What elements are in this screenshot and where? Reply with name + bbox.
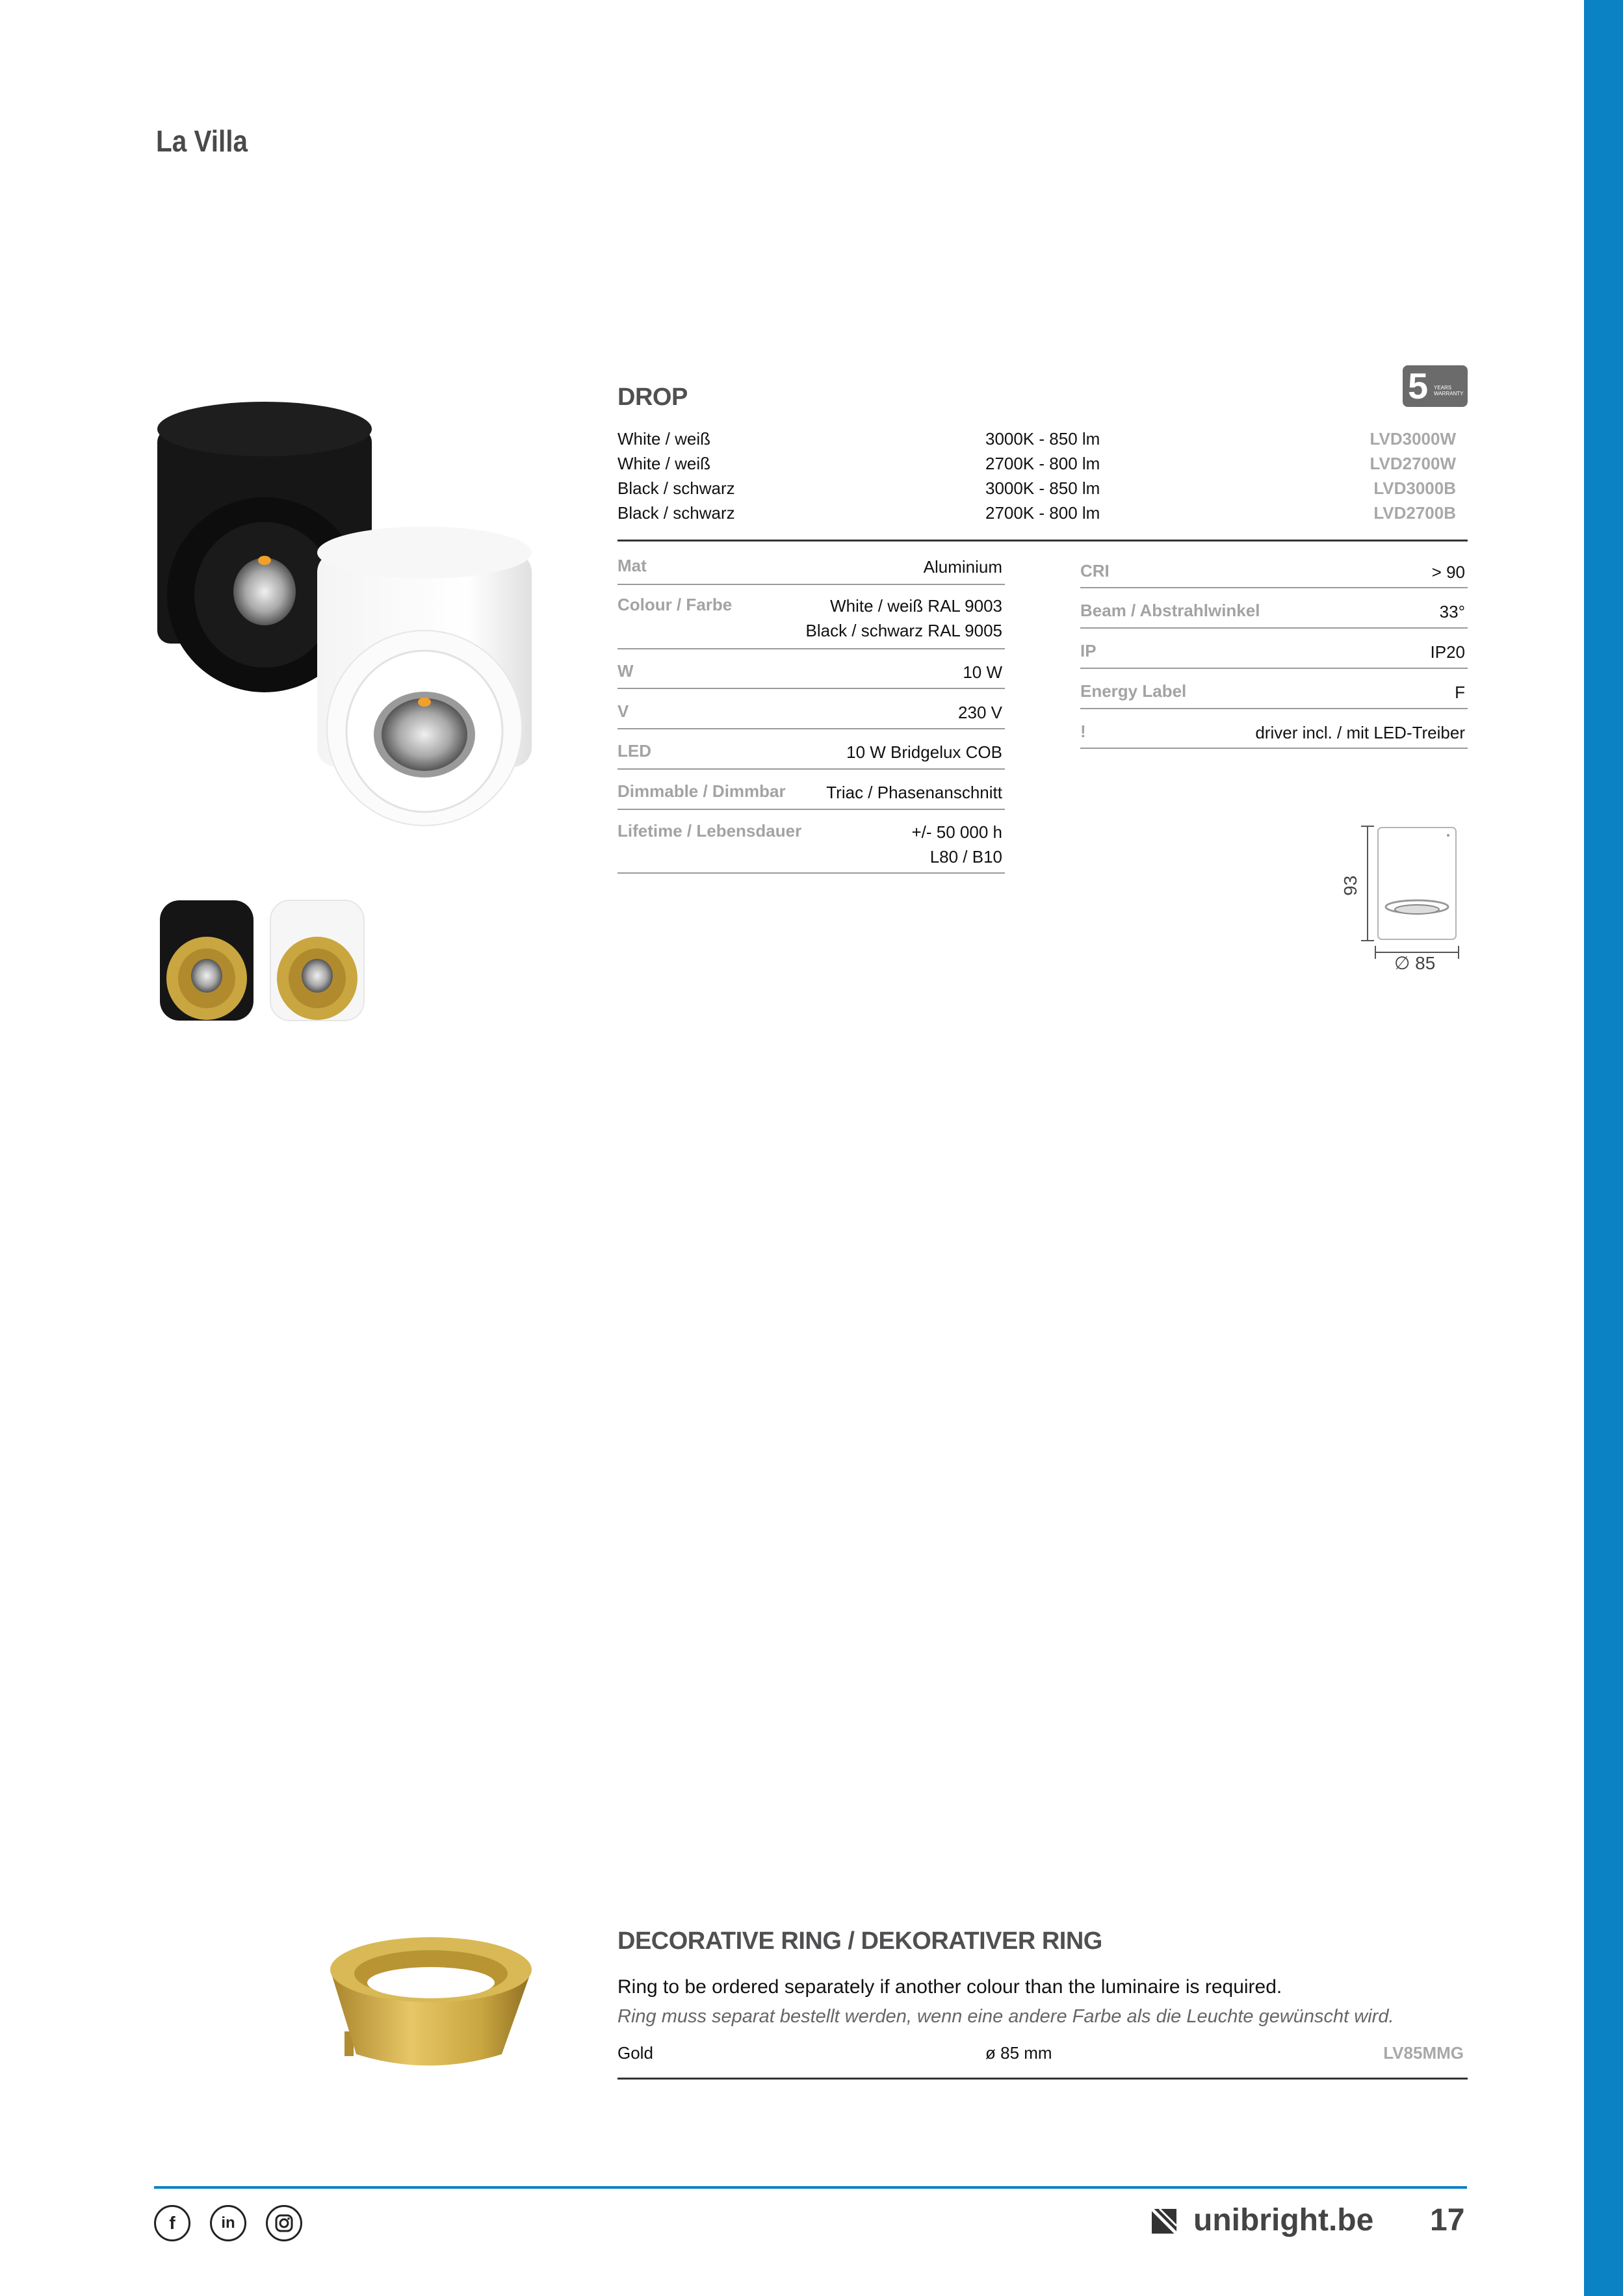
spec-row-ip <box>1080 641 1468 673</box>
instagram-icon[interactable] <box>266 2205 302 2241</box>
spec-value: driver incl. / mit LED-Treiber <box>1255 723 1465 742</box>
spec-divider <box>1080 708 1468 709</box>
variant-colour: Black / schwarz <box>617 503 735 523</box>
spec-row-beam <box>1080 601 1468 633</box>
spec-row-dimmable <box>617 781 1005 814</box>
spec-divider <box>617 809 1005 810</box>
spec-row-w <box>617 661 1005 694</box>
spec-divider <box>617 688 1005 689</box>
spec-label: CRI <box>1080 561 1110 581</box>
spec-value: Aluminium <box>923 557 1002 577</box>
accent-side-bar <box>1584 0 1623 2296</box>
product-name: DROP <box>617 384 688 411</box>
spec-value: F <box>1455 683 1465 702</box>
product-image-drop <box>149 397 552 865</box>
spec-value-2: L80 / B10 <box>929 847 1002 867</box>
spec-row-mat <box>617 556 1005 588</box>
variant-code: LVD3000W <box>1370 429 1456 449</box>
linkedin-icon[interactable]: in <box>210 2205 246 2241</box>
variant-row <box>617 454 1462 478</box>
spec-label: Colour / Farbe <box>617 595 733 614</box>
variant-divider <box>617 540 1468 541</box>
variant-colour: White / weiß <box>617 454 711 473</box>
dimension-height: 93 <box>1340 875 1360 896</box>
spec-label: V <box>617 701 629 721</box>
spec-divider <box>1080 627 1468 629</box>
spec-row-v <box>617 701 1005 734</box>
variant-light: 2700K - 800 lm <box>985 454 1100 473</box>
spec-value: White / weiß RAL 9003 <box>830 596 1002 616</box>
spec-label: Dimmable / Dimmbar <box>617 781 786 801</box>
spec-label: W <box>617 661 634 681</box>
spec-label: IP <box>1080 641 1097 660</box>
variant-code: LVD3000B <box>1373 478 1456 498</box>
spec-row-led <box>617 741 1005 774</box>
spec-label: Energy Label <box>1080 681 1187 701</box>
spec-row-cri <box>1080 561 1468 594</box>
variant-code: LVD2700W <box>1370 454 1456 473</box>
accessory-colour: Gold <box>617 2043 653 2063</box>
spec-label: LED <box>617 741 651 761</box>
dimension-diameter: ∅ 85 <box>1394 953 1436 973</box>
variant-row <box>617 478 1462 503</box>
variant-light: 3000K - 850 lm <box>985 429 1100 449</box>
spec-divider <box>617 648 1005 649</box>
spec-divider <box>617 728 1005 729</box>
spec-value: Triac / Phasenanschnitt <box>826 783 1002 802</box>
instagram-glyph <box>274 2213 294 2233</box>
spec-label: ! <box>1080 722 1086 741</box>
spec-label: Beam / Abstrahlwinkel <box>1080 601 1260 620</box>
variant-table <box>617 429 1462 528</box>
accessory-title: DECORATIVE RING / DEKORATIVER RING <box>617 1927 1102 1955</box>
spec-value: 33° <box>1439 602 1465 621</box>
variant-colour: Black / schwarz <box>617 478 735 498</box>
variant-code: LVD2700B <box>1373 503 1456 523</box>
facebook-icon[interactable]: f <box>154 2205 190 2241</box>
spec-value: 10 W <box>963 662 1002 682</box>
warranty-years: 5 <box>1408 365 1429 406</box>
spec-divider <box>1080 748 1468 749</box>
unibright-logo-icon <box>1150 2208 1178 2235</box>
spec-value: +/- 50 000 h <box>911 822 1002 842</box>
variant-row <box>617 503 1462 528</box>
brand-url[interactable]: unibright.be <box>1193 2203 1374 2237</box>
spec-divider <box>617 872 1005 874</box>
warranty-badge <box>1403 365 1468 407</box>
variant-light: 2700K - 800 lm <box>985 503 1100 523</box>
thumbnail-white-gold <box>266 894 370 1030</box>
spec-row-energy <box>1080 681 1468 714</box>
page-number: 17 <box>1430 2203 1465 2237</box>
variant-colour: White / weiß <box>617 429 711 449</box>
spec-value: > 90 <box>1431 562 1465 582</box>
accessory-description-de: Ring muss separat bestellt werden, wenn eine andere Farbe als die Leuchte gewünscht wird. <box>617 2006 1394 2027</box>
variant-row <box>617 429 1462 454</box>
footer-line <box>154 2186 1467 2189</box>
spec-divider <box>617 584 1005 585</box>
thumbnail-black-gold <box>156 894 260 1030</box>
spec-value: 10 W Bridgelux COB <box>846 742 1002 762</box>
accessory-size: ø 85 mm <box>985 2043 1052 2063</box>
spec-label: Lifetime / Lebensdauer <box>617 821 802 841</box>
accessory-code: LV85MMG <box>1383 2043 1464 2063</box>
spec-label: Mat <box>617 556 647 575</box>
decorative-ring-image <box>325 1931 539 2087</box>
spec-row-driver <box>1080 722 1468 754</box>
warranty-text: YEARS WARRANTY <box>1434 385 1464 397</box>
spec-row-colour <box>617 595 1005 653</box>
accessory-divider <box>617 2078 1468 2080</box>
accessory-description-en: Ring to be ordered separately if another colour than the luminaire is required. <box>617 1976 1282 1998</box>
page-title: La Villa <box>156 124 248 158</box>
spec-value-2: Black / schwarz RAL 9005 <box>805 621 1002 640</box>
spec-divider <box>1080 587 1468 588</box>
spec-row-lifetime <box>617 821 1005 880</box>
spec-value: IP20 <box>1430 642 1465 662</box>
spec-divider <box>1080 668 1468 669</box>
spec-value: 230 V <box>958 703 1002 722</box>
accessory-variant-row <box>617 2043 1468 2069</box>
variant-light: 3000K - 850 lm <box>985 478 1100 498</box>
spec-divider <box>617 768 1005 770</box>
